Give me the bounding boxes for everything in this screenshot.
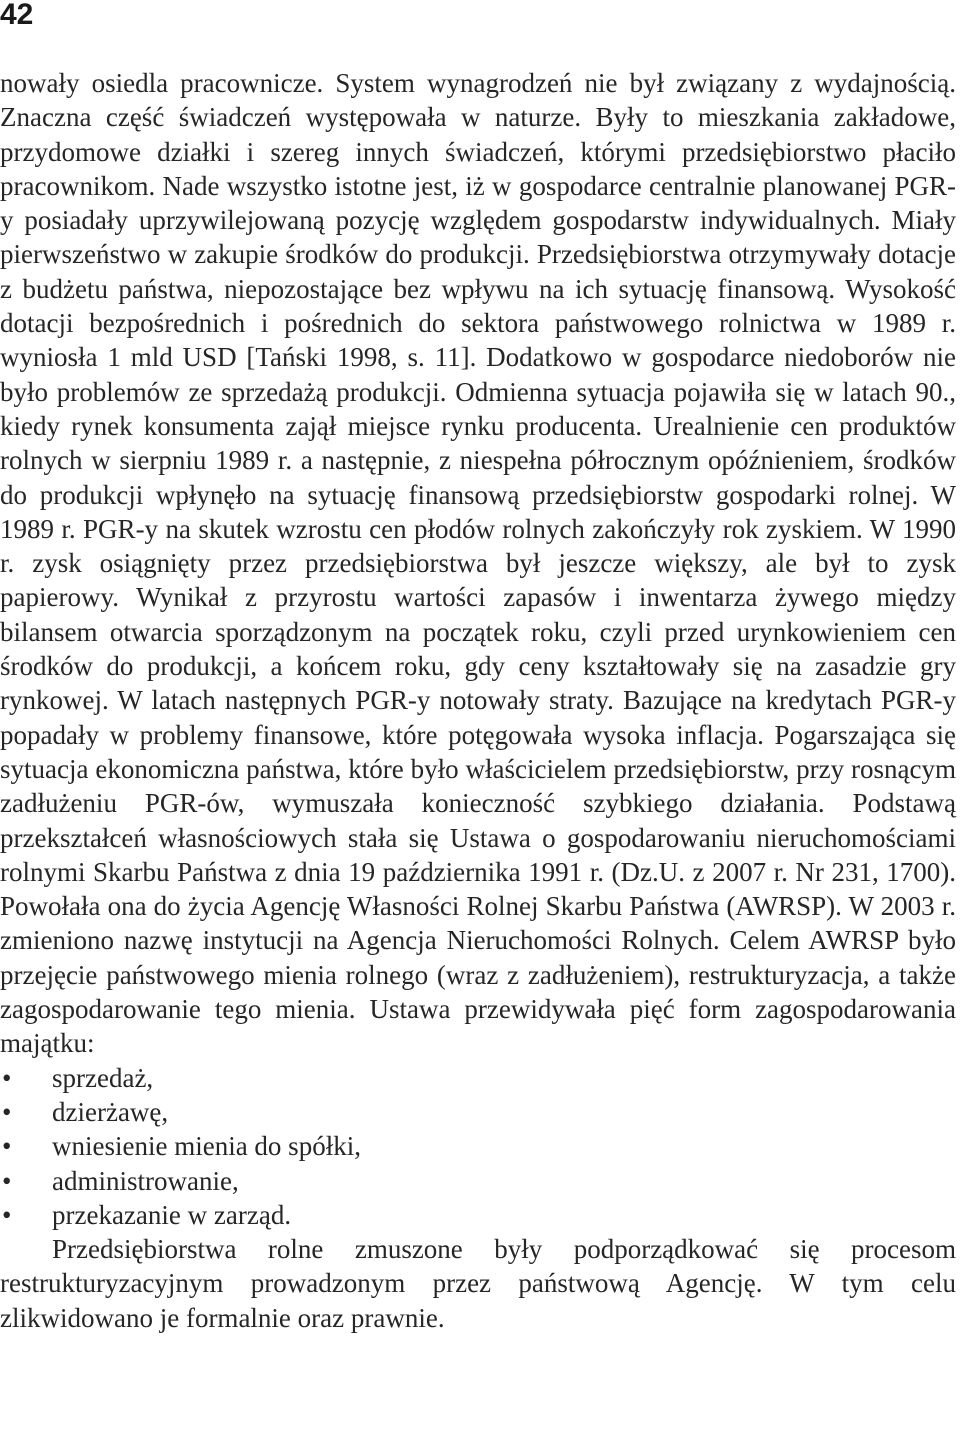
- bullet-icon: •: [2, 1062, 12, 1093]
- list-item: [0, 1061, 956, 1095]
- list-item-text: przekazanie w zarząd.: [52, 1199, 292, 1230]
- body-paragraph-1: nowały osiedla pracownicze. System wynagrodzeń nie był związany z wydajnością. Znaczna część świadczeń występowała w naturze. Były to mieszkania zakładowe, przydomowe działki i szereg innych świadczeń, którymi przedsiębiorstwo płaciło pracownikom. Nade wszystko istotne jest, iż w gospodarce centralnie planowanej PGR-y posiadały uprzywilejowaną pozycję względem gospodarstw indywidualnych. Miały pierwszeństwo w zakupie środków do produkcji. Przedsiębiorstwa otrzymywały dotacje z budżetu państwa, niepozostające bez wpływu na ich sytuację finansową. Wysokość dotacji bezpośrednich i pośrednich do sektora państwowego rolnictwa w 1989 r. wyniosła 1 mld USD [Tański 1998, s. 11]. Dodatkowo w gospodarce niedoborów nie było problemów ze sprzedażą produkcji. Odmienna sytuacja pojawiła się w latach 90., kiedy rynek konsumenta zajął miejsce rynku producenta. Urealnienie cen produktów rolnych w sierpniu 1989 r. a następnie, z niespełna półrocznym opóźnieniem, środków do produkcji wpłynęło na sytuację finansową przedsiębiorstw gospodarki rolnej. W 1989 r. PGR-y na skutek wzrostu cen płodów rolnych zakończyły rok zyskiem. W 1990 r. zysk osiągnięty przez przedsiębiorstwa był jeszcze większy, ale był to zysk papierowy. Wynikał z przyrostu wartości zapasów i inwentarza żywego między bilansem otwarcia sporządzonym na początek roku, czyli przed urynkowieniem cen środków do produkcji, a końcem roku, gdy ceny kształtowały się na zasadzie gry rynkowej. W latach następnych PGR-y notowały straty. Bazujące na kredytach PGR-y popadały w problemy finansowe, które potęgowała wysoka inflacja. Pogarszająca się sytuacja ekonomiczna państwa, które było właścicielem przedsiębiorstw, przy rosnącym zadłużeniu PGR-ów, wymuszała konieczność szybkiego działania. Podstawą przekształceń własnościowych stała się Ustawa o gospodarowaniu nieruchomościami rolnymi Skarbu Państwa z dnia 19 października 1991 r. (Dz.U. z 2007 r. Nr 231, 1700). Powołała ona do życia Agencję Własności Rolnej Skarbu Państwa (AWRSP). W 2003 r. zmieniono nazwę instytucji na Agencja Nieruchomości Rolnych. Celem AWRSP było przejęcie państwowego mienia rolnego (wraz z zadłużeniem), restrukturyzacja, a także zagospodarowanie tego mienia. Ustawa przewidywała pięć form zagospodarowania majątku:: [0, 68, 956, 1059]
- bullet-icon: •: [2, 1165, 12, 1196]
- list-item: [0, 1198, 956, 1232]
- list-item: [0, 1164, 956, 1198]
- forms-list: [0, 1061, 956, 1232]
- body-paragraph-2: Przedsiębiorstwa rolne zmuszone były podporządkować się procesom restrukturyzacyjnym prowadzonym przez państwową Agencję. W tym celu zlikwidowano je formalnie oraz prawnie.: [0, 1234, 956, 1333]
- list-item: [0, 1095, 956, 1129]
- bullet-icon: •: [2, 1199, 12, 1230]
- list-item-text: wniesienie mienia do spółki,: [52, 1131, 361, 1162]
- bullet-icon: •: [2, 1131, 12, 1162]
- list-item-text: administrowanie,: [52, 1165, 239, 1196]
- list-item-text: dzierżawę,: [52, 1096, 169, 1127]
- list-item: [0, 1129, 956, 1163]
- page-number: 42: [0, 0, 34, 31]
- page-body: [0, 66, 956, 1335]
- list-item-text: sprzedaż,: [52, 1062, 154, 1093]
- bullet-icon: •: [2, 1096, 12, 1127]
